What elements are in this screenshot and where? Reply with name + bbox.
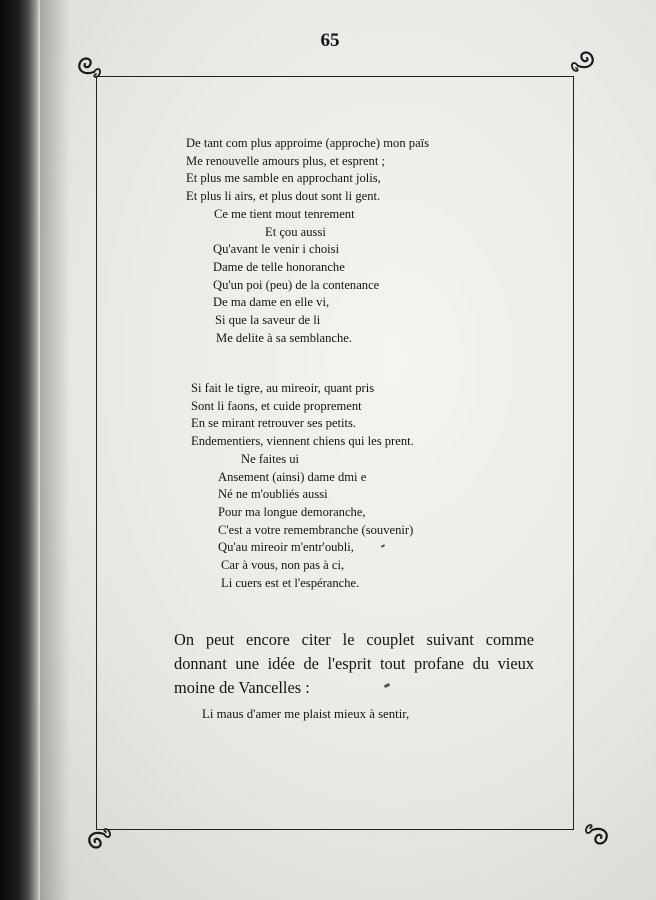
verse-line: Qu'avant le venir i choisi [213,242,340,257]
verse-line: Dame de telle honoranche [213,259,345,274]
verse-line: Ne faites ui [241,451,300,466]
book-spine-shadow [0,0,40,900]
verse-line: De ma dame en elle vi, [213,295,330,310]
corner-ornament-bottom-right-icon [580,820,614,850]
verse-line: Car à vous, non pas à ci, [221,558,345,573]
verse-line: Me renouvelle amours plus, et esprent ; [186,153,385,168]
poem-stanza-1 [186,135,429,347]
verse-line: Ce me tient mout tenrement [214,206,355,221]
corner-ornament-top-left-icon [72,52,106,82]
verse-line: Qu'un poi (peu) de la contenance [213,277,380,292]
verse-line: C'est a votre remembranche (souvenir) [218,522,414,537]
verse-line: Endementiers, viennent chiens qui les prent. [191,434,414,449]
verse-line: Pour ma longue demoranche, [218,504,366,519]
verse-line: De tant com plus approime (approche) mon païs [186,136,430,150]
gutter-shadow [40,0,70,900]
quoted-verse-line: Li maus d'amer me plaist mieux à sentir, [202,707,410,721]
verse-line: Et çou aussi [265,224,326,239]
verse-line: Sont li faons, et cuide proprement [191,398,362,413]
verse-line: Li cuers est et l'espéranche. [221,575,360,590]
poem-stanza-2 [191,380,414,592]
verse-line: Si fait le tigre, au mireoir, quant pris [191,381,375,395]
verse-line: Né ne m'oubliés aussi [218,487,328,502]
corner-ornament-top-right-icon [566,46,600,76]
prose-paragraph: On peut encore citer le couplet suivant comme donnant une idée de l'esprit tout profane du vieux moine de Vancelles : [174,630,534,697]
verse-line: Qu'au mireoir m'entr'oubli, [218,540,354,555]
verse-line: Ansement (ainsi) dame dmi e [218,469,367,484]
verse-line: Si que la saveur de li [215,313,321,328]
corner-ornament-bottom-left-icon [82,824,116,854]
verse-line: Et plus me samble en approchant jolis, [186,171,381,186]
verse-line: Et plus li airs, et plus dout sont li gent. [186,189,381,204]
verse-line: En se mirant retrouver ses petits. [191,416,357,431]
page-number: 65 [320,30,340,51]
verse-line: Me delite à sa semblanche. [216,330,353,345]
